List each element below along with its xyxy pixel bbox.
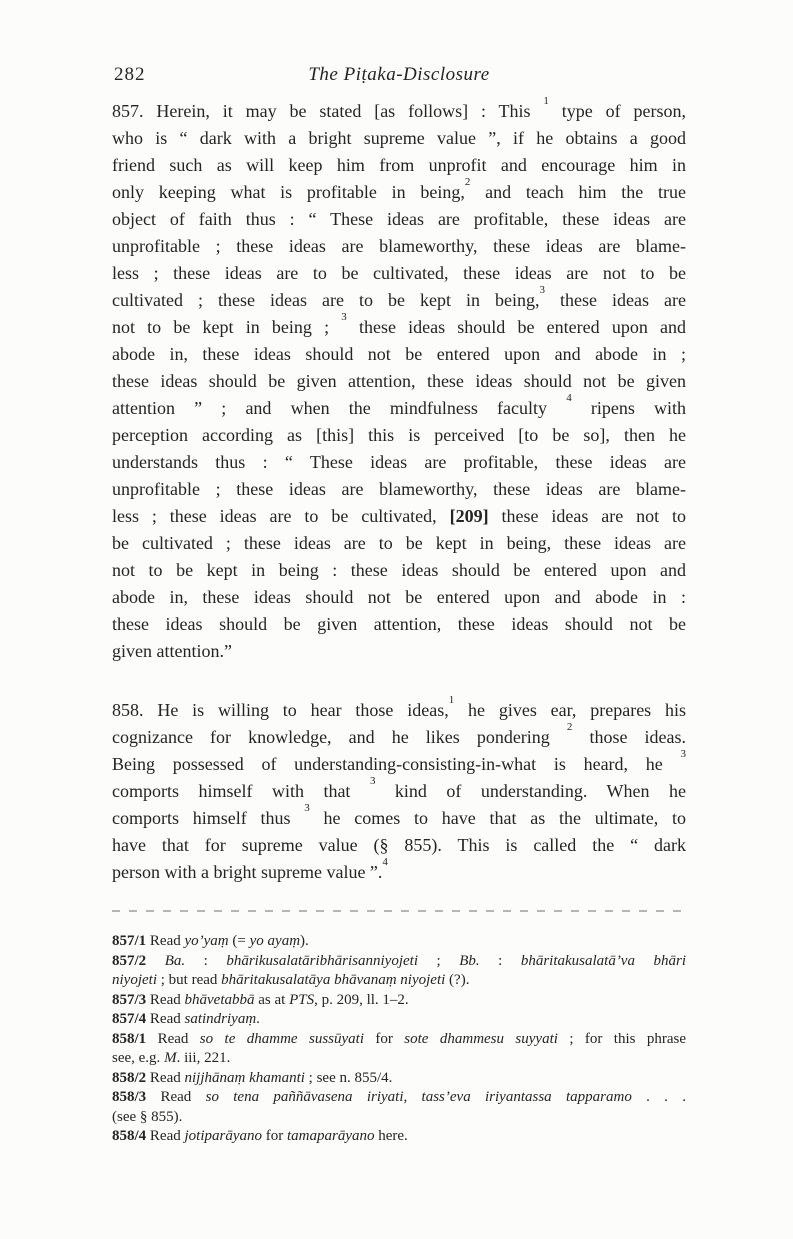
text-segment: understands thus : “ These ideas are profitable, these ideas are	[112, 452, 686, 472]
footnotes-section	[112, 932, 686, 1147]
text-segment: so tena paññāvasena iriyati, tass’eva iriyantassa tapparamo	[205, 1089, 632, 1105]
text-line	[112, 611, 686, 638]
text-segment: given attention.”	[112, 641, 232, 661]
footnote-marker: 1	[543, 95, 549, 107]
paragraph-858	[112, 694, 687, 886]
text-segment: abode in, these ideas should not be entered upon and abode in ;	[112, 344, 686, 364]
text-segment: abode in, these ideas should not be entered upon and abode in :	[112, 587, 686, 607]
text-segment: PTS	[289, 991, 315, 1008]
text-segment: these ideas are not to	[488, 506, 686, 526]
text-line	[112, 971, 686, 991]
text-line	[112, 476, 686, 503]
text-segment: ; see n. 855/4.	[304, 1069, 393, 1086]
text-segment: Read	[146, 1089, 206, 1105]
text-line	[112, 341, 686, 368]
text-segment: M	[164, 1050, 177, 1066]
text-line	[112, 1030, 686, 1050]
text-segment: bhāritakusalatāya bhāvanaṃ niyojeti	[221, 972, 446, 988]
text-line	[112, 856, 686, 886]
text-segment: not to be kept in being : these ideas should be entered upon and	[112, 560, 686, 580]
text-line	[112, 233, 686, 260]
text-segment: ; but read	[157, 972, 222, 988]
text-segment: tamaparāyano	[287, 1128, 375, 1144]
text-segment: Read	[146, 1128, 185, 1144]
text-segment: unprofitable ; these ideas are blameworthy, these ideas are blame-	[112, 479, 686, 499]
text-line	[112, 775, 686, 805]
text-segment: bhārikusalatāribhārisanniyojeti	[226, 952, 418, 969]
footnote-marker: 4	[566, 392, 572, 404]
text-segment: comports himself thus	[112, 808, 305, 828]
text-line	[112, 802, 686, 832]
text-line	[112, 832, 686, 859]
text-segment: (=	[228, 933, 250, 949]
text-segment: bhāritakusalatā’va bhāri	[520, 952, 686, 969]
text-segment: nijjhānaṃ khamanti	[184, 1069, 305, 1086]
text-segment: type of person,	[548, 101, 686, 121]
text-line	[112, 206, 686, 233]
footnote-858-3	[112, 1088, 686, 1127]
text-segment: so te dhamme sussūyati	[199, 1030, 364, 1047]
text-line	[112, 584, 686, 611]
text-segment: he gives ear, prepares his	[454, 700, 687, 720]
text-segment: . . .	[631, 1089, 686, 1105]
text-segment: object of faith thus : “ These ideas are profitable, these ideas are	[112, 209, 686, 229]
text-segment: 857/1	[112, 933, 147, 949]
text-segment: 857/3	[112, 991, 147, 1008]
text-line	[112, 125, 686, 152]
text-segment: attention ” ; and when the mindfulness faculty	[112, 398, 567, 418]
text-segment: Read	[146, 1011, 185, 1027]
footnote-857-1	[112, 932, 686, 952]
text-segment: those ideas.	[572, 727, 686, 747]
text-segment: for	[262, 1128, 287, 1144]
text-line	[112, 95, 686, 125]
text-segment: perception according as [this] this is perceived [to be so], then he	[112, 425, 686, 445]
text-segment: niyojeti	[112, 972, 157, 988]
text-segment: be cultivated ; these ideas are to be kept in being, these ideas are	[112, 533, 686, 553]
text-segment: these ideas are	[545, 290, 686, 310]
footnote-857-3	[112, 991, 686, 1011]
text-segment: kind of understanding. When he	[375, 781, 686, 801]
page-number: 282	[114, 64, 146, 85]
text-line	[112, 530, 686, 557]
text-segment: yo ayaṃ	[249, 933, 301, 949]
text-segment: :	[479, 952, 521, 969]
text-line	[112, 368, 686, 395]
text-line	[112, 152, 686, 179]
text-line	[112, 284, 686, 314]
footnote-858-2	[112, 1069, 686, 1089]
text-line	[112, 260, 686, 287]
text-segment: [209]	[449, 506, 489, 526]
text-segment: Ba.	[164, 952, 186, 969]
text-segment: less ; these ideas are to be cultivated,	[112, 506, 450, 526]
text-segment: 857/4	[112, 1011, 147, 1027]
text-segment: these ideas should be entered upon and	[346, 317, 686, 337]
footnote-separator	[112, 910, 686, 912]
text-segment: as at	[254, 991, 290, 1008]
text-segment: he comes to have that as the ultimate, to	[309, 808, 686, 828]
text-segment: only keeping what is profitable in being,	[112, 182, 465, 202]
running-title: The Piṭaka-Disclosure	[308, 64, 490, 85]
text-segment: cultivated ; these ideas are to be kept in being,	[112, 290, 540, 310]
text-segment: 858/4	[112, 1128, 147, 1144]
text-segment: bhāvetabbā	[184, 991, 255, 1008]
text-segment: ripens with	[571, 398, 686, 418]
text-segment: see, e.g.	[112, 1050, 165, 1066]
text-segment: ; for this phrase	[557, 1030, 687, 1047]
text-segment: (?).	[445, 972, 470, 988]
footnote-858-4	[112, 1127, 686, 1147]
text-segment: 858/2	[112, 1069, 147, 1086]
text-segment: Being possessed of understanding-consisting-in-what is heard, he	[112, 754, 681, 774]
footnote-marker: 3	[680, 748, 686, 760]
text-segment: 858/1	[112, 1030, 147, 1047]
footnote-marker: 3	[341, 311, 347, 323]
text-segment: (see § 855).	[112, 1108, 183, 1125]
text-segment: ;	[417, 952, 460, 969]
text-line	[112, 449, 686, 476]
text-segment: sote dhammesu suyyati	[404, 1030, 558, 1047]
text-segment: , p. 209, ll. 1–2.	[314, 991, 409, 1008]
footnote-marker: 1	[448, 694, 455, 706]
text-segment: Read	[146, 933, 185, 949]
text-segment: Read	[146, 1069, 185, 1086]
text-line	[112, 1049, 686, 1069]
text-line	[112, 1108, 686, 1128]
text-segment: . iii, 221.	[176, 1050, 231, 1066]
text-segment: less ; these ideas are to be cultivated, these ideas are not to be	[112, 263, 686, 283]
footnote-marker: 4	[382, 856, 388, 868]
text-segment: 857/2	[112, 952, 147, 969]
text-line	[112, 422, 686, 449]
text-line	[112, 638, 686, 665]
text-line	[112, 503, 686, 530]
text-segment: cognizance for knowledge, and he likes pondering	[112, 727, 567, 747]
text-segment: satindriyaṃ	[184, 1011, 257, 1027]
text-segment	[146, 953, 165, 969]
footnote-marker: 2	[464, 176, 471, 188]
page-header	[112, 64, 686, 90]
text-segment: :	[185, 952, 227, 969]
text-line	[112, 1127, 686, 1147]
text-segment: 857. Herein, it may be stated [as follows] : This	[112, 101, 544, 121]
text-block	[112, 0, 686, 1147]
text-segment: friend such as will keep him from unprofit and encourage him in	[112, 155, 686, 175]
footnote-857-2	[112, 952, 686, 991]
paragraph-857	[112, 95, 687, 665]
text-segment: .	[256, 1011, 260, 1027]
text-segment: these ideas should be given attention, these ideas should not be given	[112, 371, 686, 391]
footnote-857-4	[112, 1010, 686, 1030]
text-segment: these ideas should be given attention, these ideas should not be	[112, 614, 686, 634]
footnote-marker: 3	[539, 284, 546, 296]
text-line	[112, 694, 687, 724]
footnote-marker: 3	[369, 775, 376, 787]
text-segment: for	[364, 1030, 405, 1047]
text-line	[112, 721, 686, 751]
text-segment: not to be kept in being ;	[112, 317, 342, 337]
text-segment: Read	[146, 991, 185, 1008]
text-segment: ).	[300, 933, 309, 949]
text-segment: Bb.	[459, 952, 480, 969]
text-segment: unprofitable ; these ideas are blameworthy, these ideas are blame-	[112, 236, 686, 256]
text-line	[112, 176, 687, 206]
text-segment: 858/3	[112, 1089, 147, 1105]
text-segment: yo’yaṃ	[184, 933, 229, 949]
text-line	[112, 952, 686, 972]
text-segment: and teach him the true	[470, 182, 687, 202]
text-line	[112, 1088, 686, 1108]
text-line	[112, 557, 686, 584]
text-segment: jotiparāyano	[184, 1128, 262, 1144]
body-text	[112, 95, 687, 886]
text-line	[112, 748, 686, 778]
footnote-marker: 2	[566, 721, 573, 733]
text-line	[112, 392, 686, 422]
text-line	[112, 311, 686, 341]
text-segment: have that for supreme value (§ 855). This is called the “ dark	[112, 835, 686, 855]
text-segment: here.	[374, 1128, 408, 1144]
text-line	[112, 1069, 686, 1089]
text-segment: 858. He is willing to hear those ideas,	[112, 700, 449, 720]
footnote-marker: 3	[304, 802, 310, 814]
text-line	[112, 1010, 686, 1030]
text-segment: person with a bright supreme value ”.	[112, 862, 383, 882]
text-segment: comports himself with that	[112, 781, 370, 801]
text-segment: who is “ dark with a bright supreme value ”, if he obtains a good	[112, 128, 686, 148]
footnote-858-1	[112, 1030, 686, 1069]
text-line	[112, 991, 686, 1011]
text-segment: Read	[146, 1030, 200, 1047]
text-line	[112, 932, 686, 952]
